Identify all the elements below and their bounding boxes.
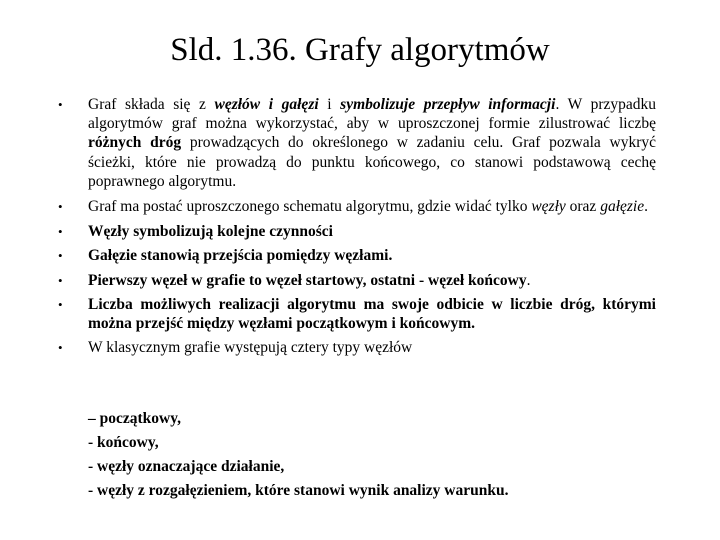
slide-title: Sld. 1.36. Grafy algorytmów bbox=[170, 32, 550, 68]
bullet-item bbox=[58, 95, 656, 191]
node-type-item: - węzły z rozgałęzieniem, które stanowi wynik analizy warunku. bbox=[88, 482, 509, 499]
node-type-item: – początkowy, bbox=[88, 410, 181, 427]
bullet-text bbox=[88, 295, 656, 333]
bullet-text bbox=[88, 222, 656, 241]
bullet-item bbox=[58, 271, 656, 290]
bullet-text bbox=[88, 95, 656, 191]
bullet-list bbox=[58, 95, 656, 362]
text-segment: W klasycznym grafie występują cztery typy węzłów bbox=[88, 339, 413, 357]
text-segment: . bbox=[526, 271, 531, 289]
bullet-marker-icon: • bbox=[58, 248, 63, 264]
text-segment: i bbox=[318, 96, 341, 113]
bullet-item bbox=[58, 222, 656, 241]
bullet-item bbox=[58, 246, 656, 265]
text-segment: gałęzie bbox=[600, 198, 645, 216]
bullet-marker-icon: • bbox=[58, 340, 63, 356]
node-type-item: - końcowy, bbox=[88, 434, 159, 451]
bullet-text bbox=[88, 338, 656, 357]
bullet-item bbox=[58, 295, 656, 333]
bullet-marker-icon: • bbox=[58, 272, 63, 288]
text-segment: Pierwszy węzeł w grafie to węzeł startowy, ostatni - węzeł końcowy bbox=[88, 271, 527, 289]
bullet-text bbox=[88, 197, 656, 216]
node-type-item: - węzły oznaczające działanie, bbox=[88, 458, 285, 475]
text-segment: różnych dróg bbox=[88, 134, 182, 152]
text-segment: Węzły symbolizują kolejne czynności bbox=[88, 223, 333, 241]
text-segment: Liczba możliwych realizacji algorytmu ma swoje odbicie w liczbie dróg, którymi można przejść między węzłami początkowym i końcowym. bbox=[88, 295, 656, 333]
bullet-text bbox=[88, 271, 656, 290]
bullet-item bbox=[58, 338, 656, 357]
text-segment: Graf składa się z bbox=[88, 96, 215, 113]
text-segment: . W przypadku algorytmów graf można wykorzystać, aby w uproszczonej formie zilustrować liczbę bbox=[88, 96, 656, 133]
text-segment: węzłów i gałęzi bbox=[214, 96, 319, 113]
text-segment: Gałęzie stanowią przejścia pomiędzy węzłami. bbox=[88, 247, 393, 265]
text-segment: Graf ma postać uproszczonego schematu algorytmu, gdzie widać tylko bbox=[88, 198, 532, 216]
text-segment: prowadzących do określonego w zadaniu celu. Graf pozwala wykryć ścieżki, które nie prowadzą do punktu końcowego, co stanowi podstawową cechę poprawnego algorytmu. bbox=[88, 134, 656, 190]
bullet-marker-icon: • bbox=[58, 97, 63, 112]
bullet-item bbox=[58, 197, 656, 216]
bullet-marker-icon: • bbox=[58, 199, 63, 215]
bullet-text bbox=[88, 246, 656, 265]
node-types-list bbox=[88, 407, 656, 503]
text-segment: . bbox=[644, 198, 648, 216]
bullet-marker-icon: • bbox=[58, 224, 63, 240]
text-segment: oraz bbox=[565, 198, 601, 216]
text-segment: symbolizuje przepływ informacji bbox=[340, 96, 556, 113]
bullet-marker-icon: • bbox=[58, 296, 63, 312]
text-segment: węzły bbox=[531, 198, 566, 216]
